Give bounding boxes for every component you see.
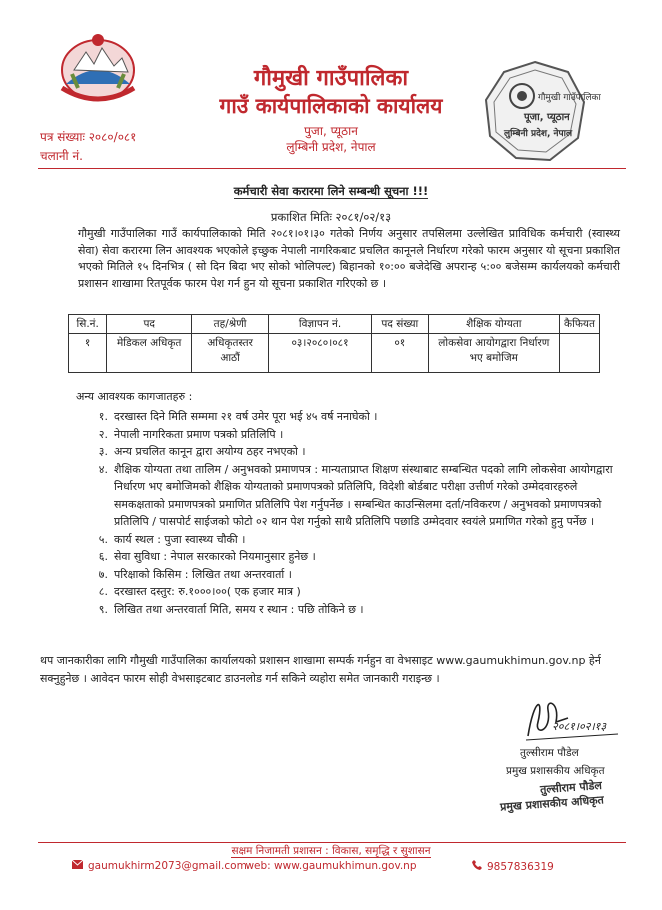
cell-advert-no: ०३।२०८०।०८१ (269, 334, 372, 373)
item-text: दरखास्त दस्तुर: रु.१०००।००( एक हजार मात्र ) (114, 585, 301, 598)
phone-icon (472, 860, 482, 873)
vacancy-table (68, 314, 600, 373)
seal-text-top: गौमुखी गाउँपालिका (538, 93, 601, 103)
item-number: ३. (98, 445, 108, 458)
table-row (69, 334, 600, 373)
list-item (86, 566, 626, 584)
list-item (86, 426, 626, 444)
item-text: परिक्षाको किसिम : लिखित तथा अन्तरवार्ता । (114, 567, 292, 581)
list-item (86, 443, 626, 461)
notice-body: गौमुखी गाउँपालिका गाउँ कार्यपालिकाको मिति २०८१।०१।३० गतेको निर्णय अनुसार तपसिलमा उल्लेखित प्राविधिक कर्मचारी (स्वास्थ्य सेवा) सेवा करारमा लिन आवश्यक भएकोले इच्छुक नेपाली नागरिकबाट प्रचलित कानूनले निर्धारण गरेको फारम अनुसार यो सूचना प्रकाशित भएको मितिले १५ दिनभित्र ( सो दिन बिदा भए सोको भोलिपल्ट) बिहानको १०:०० बजेदेखि अपरान्ह ५:०० बजेसम्म कार्यलयको कर्मचारी प्रशासन शाखामा रितपूर्वक फारम पेश गर्न हुन यो सूचना प्रकाशित गरिएको छ । (78, 227, 620, 290)
signature-scribble (508, 692, 628, 744)
dispatch-number: चलानी नं. (40, 149, 83, 163)
office-location: पुजा, प्यूठान (304, 124, 358, 138)
footer-motto-text: सक्षम निजामती प्रशासन : विकास, समृद्धि र सुशासन (231, 845, 431, 857)
notice-title (0, 184, 662, 199)
col-header-qualification: शैक्षिक योग्यता (428, 315, 559, 334)
header-divider (38, 168, 626, 169)
cell-level: अधिकृतस्तर आठौं (192, 334, 269, 373)
item-text: सेवा सुविधा : नेपाल सरकारको नियमानुसार हुनेछ । (114, 550, 316, 563)
signer-title: प्रमुख प्रशासकीय अधिकृत (506, 765, 605, 777)
item-number: ६. (98, 550, 108, 563)
published-date: प्रकाशित मितिः २०८१/०२/१३ (270, 210, 392, 224)
list-item (86, 601, 626, 619)
office-name: गौमुखी गाउँपालिका (253, 66, 409, 91)
email-address[interactable]: gaumukhirm2073@gmail.com (88, 860, 247, 872)
list-item (86, 461, 626, 531)
title-stamp: प्रमुख प्रशासकीय अधिकृत (499, 793, 605, 814)
footer-divider (38, 842, 626, 843)
cell-sn: १ (69, 334, 107, 373)
item-number: ५. (98, 532, 108, 546)
item-text: अन्य प्रचलित कानून द्वारा अयोग्य ठहर नभएको । (114, 445, 306, 458)
list-item (86, 583, 626, 601)
item-text: दरखास्त दिने मिति सम्ममा २१ वर्ष उमेर पूरा भई ४५ वर्ष ननाघेको । (114, 410, 378, 423)
office-subtitle: गाउँ कार्यपालिकाको कार्यालय (219, 94, 443, 118)
seal-text-bottom: लुम्बिनी प्रदेश, नेपाल (504, 129, 573, 139)
list-item (86, 531, 626, 549)
item-number: ८. (98, 585, 108, 598)
letter-number: पत्र संख्याः २०८०/०८१ (40, 130, 137, 144)
item-number: ७. (98, 567, 108, 581)
footer-motto (0, 844, 662, 858)
documents-heading: अन्य आवश्यक कागजातहरु : (76, 390, 193, 403)
col-header-post: पद (107, 315, 192, 334)
documents-list (86, 408, 626, 618)
cell-post-count: ०१ (372, 334, 429, 373)
office-province: लुम्बिनी प्रदेश, नेपाल (286, 140, 376, 154)
footer-website[interactable]: web: www.gaumukhimun.gov.np (245, 860, 417, 872)
item-text: शैक्षिक योग्यता तथा तालिम / अनुभवको प्रमाणपत्र : मान्यताप्राप्त शिक्षण संस्थाबाट सम्बन्धित पदको लागि लोकसेवा आयोगद्वारा निर्धारण भए बमोजिमको शैक्षिक योग्यताको प्रमाणपत्रको प्रतिलिपि, विदेशी बोर्डबाट परीक्षा उत्तीर्ण गरेको उम्मेदवारहरुले समकक्षताको प्रमाणपत्रको प्रमाणित प्रतिलिपि पेश गर्नुपर्नेछ । सम्बन्धित काउन्सिलमा दर्ता/नविकरण / अनुभवको प्रमाणपत्रको प्रतिलिपि / पासपोर्ट साईजको फोटो ०२ थान पेश गर्नुको साथै प्रतिलिपि पछाडि उम्मेदवार स्वयंले प्रमाणित गरेको हुनु पर्नेछ । (114, 462, 613, 528)
name-stamp: तुल्सीराम पौडेल (539, 778, 603, 797)
col-header-level: तह/श्रेणी (192, 315, 269, 334)
notice-title-text: कर्मचारी सेवा करारमा लिने सम्बन्धी सूचना !!! (233, 184, 429, 198)
col-header-advert-no: विज्ञापन नं. (269, 315, 372, 334)
cell-post: मेडिकल अधिकृत (107, 334, 192, 373)
office-seal-icon (480, 56, 601, 166)
item-number: २. (98, 427, 108, 441)
seal-text-middle: पूजा, प्यूठान (524, 112, 570, 123)
cell-qualification: लोकसेवा आयोगद्वारा निर्धारण भए बमोजिम (428, 334, 559, 373)
item-number: ४. (98, 462, 108, 476)
cell-remarks (560, 334, 600, 373)
table-header-row (69, 315, 600, 334)
col-header-post-count: पद संख्या (372, 315, 429, 334)
col-header-remarks: कैफियत (560, 315, 600, 334)
item-number: ९. (98, 602, 108, 616)
item-text: लिखित तथा अन्तरवार्ता मिति, समय र स्थान : पछि तोकिने छ । (114, 602, 364, 616)
list-item (86, 548, 626, 566)
item-text: कार्य स्थल : पुजा स्वास्थ्य चौकी । (114, 532, 246, 546)
signer-name: तुल्सीराम पौडेल (520, 747, 579, 759)
contact-paragraph: थप जानकारीका लागि गौमुखी गाउँपालिका कार्यालयको प्रशासन शाखामा सम्पर्क गर्नहुन वा वेभसाइट www.gaumukhimun.gov.np हेर्न सक्नुहुनेछ । आवेदन फारम सोही वेभसाइटबाट डाउनलोड गर्न सकिने व्यहोरा समेत जानकारी गराइन्छ । (40, 654, 601, 685)
phone-number[interactable]: 9857836319 (487, 860, 554, 873)
col-header-sn: सि.नं. (69, 315, 107, 334)
list-item (86, 408, 626, 426)
signature-date: २०८१।०२।१३ (552, 720, 607, 733)
item-text: नेपाली नागरिकता प्रमाण पत्रको प्रतिलिपि । (114, 427, 284, 441)
footer-phone (472, 860, 554, 873)
item-number: १. (98, 410, 108, 423)
